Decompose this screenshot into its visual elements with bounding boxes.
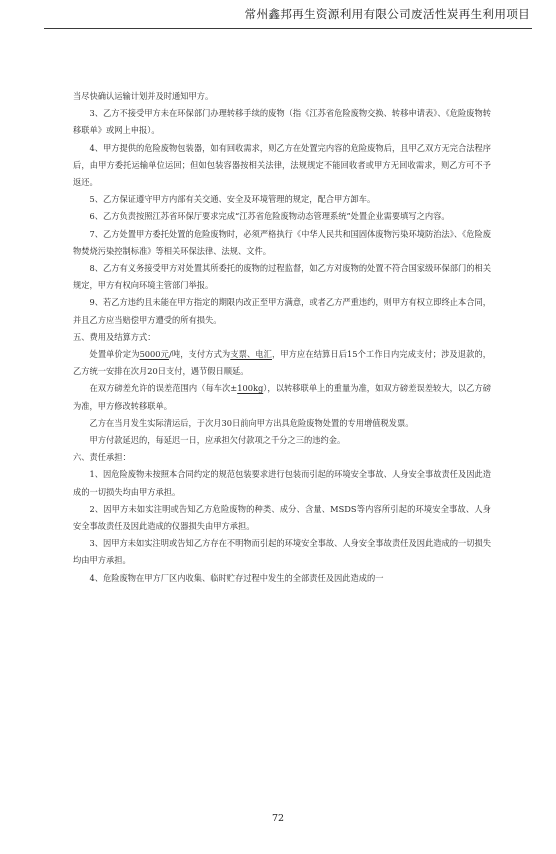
clause-4: 4、甲方提供的危险废物包装器，如有回收需求，则乙方在处置完内容的危险废物后，且甲乙双方无完合法程序后，由甲方委托运输单位运回；但如包装容器按相关法律，法规规定不能回收者或甲方无回收需求，则乙方可不予返还。	[73, 142, 491, 188]
tolerance-value: 100kg	[237, 383, 264, 394]
section-heading-liability: 六、责任承担：	[73, 452, 131, 463]
price-middle: /吨，支付方式为	[169, 349, 231, 360]
price-suffix: ，甲方应在结算日后15个工作日内完成支付；涉及退款的，乙方统一安排在次月20日支付，遇节假日顺延。	[73, 349, 492, 377]
header-divider	[44, 28, 532, 29]
clause-7: 7、乙方处置甲方委托处置的危险废物时，必须严格执行《中华人民共和国固体废物污染环境防治法》、《危险废物焚烧污染控制标准》等相关环保法律、法规、文件。	[73, 228, 491, 256]
clause-6: 6、乙方负责按照江苏省环保厅要求完成“江苏省危险废物动态管理系统”处置企业需要填写之内容。	[89, 211, 450, 222]
unit-price-value: 5000元	[139, 349, 169, 360]
liability-clause-1: 1、因危险废物未按照本合同约定的规范包装要求进行包装而引起的环境安全事故、人身安全事故责任及因此造成的一切损失均由甲方承担。	[73, 469, 491, 497]
clause-8: 8、乙方有义务接受甲方对处置其所委托的废物的过程监督，如乙方对废物的处置不符合国家级环保部门的相关规定，甲方有权向环境主管部门举报。	[73, 263, 491, 291]
tolerance-suffix: ），以转移联单上的重量为准，如双方磅差误差较大，以乙方磅为准，甲方修改转移联单。	[73, 383, 491, 411]
paragraph-continuation: 当尽快确认运输计划并及时通知甲方。	[73, 91, 214, 101]
clause-5: 5、乙方保证遵守甲方内部有关交通、安全及环境管理的规定，配合甲方卸车。	[89, 194, 376, 205]
invoice-clause: 乙方在当月发生实际清运后，于次月30日前向甲方出具危险废物处置的专用增值税发票。	[89, 417, 414, 428]
liability-clause-2: 2、因甲方未如实注明或告知乙方危险废物的种类、成分、含量、MSDS等内容所引起的环境安全事故、人身安全事故责任及因此造成的仪器损失由甲方承担。	[73, 503, 491, 532]
clause-3: 3、乙方不接受甲方未在环保部门办理转移手续的废物（指《江苏省危险废物交换、转移申请表》、《危险废物转移联单》或网上申报）。	[73, 108, 491, 136]
document-body	[73, 88, 491, 587]
page-number: 72	[271, 813, 285, 824]
clause-9: 9、若乙方违约且未能在甲方指定的期限内改正至甲方满意，或者乙方严重违约，则甲方有权立即终止本合同，并且乙方应当赔偿甲方遭受的所有损失。	[73, 297, 491, 325]
liability-clause-4: 4、危险废物在甲方厂区内收集、临时贮存过程中发生的全部责任及因此造成的一	[89, 572, 384, 583]
document-header-title: 常州鑫邦再生资源利用有限公司废活性炭再生利用项目	[244, 7, 530, 21]
payment-method-value: 支票、电汇	[230, 349, 272, 360]
tolerance-clause	[73, 380, 491, 414]
liability-clause-3: 3、因甲方未如实注明或告知乙方存在不明物而引起的环境安全事故、人身安全事故责任及因此造成的一切损失均由甲方承担。	[73, 538, 491, 566]
price-clause	[73, 346, 491, 380]
section-heading-fees: 五、费用及结算方式：	[73, 331, 156, 342]
tolerance-prefix: 在双方磅差允许的误差范围内（每车次±	[89, 383, 238, 394]
price-prefix: 处置单价定为	[89, 349, 140, 360]
late-payment-clause: 甲方付款延迟的，每延迟一日，应承担欠付款项之千分之三的违约金。	[89, 435, 346, 446]
